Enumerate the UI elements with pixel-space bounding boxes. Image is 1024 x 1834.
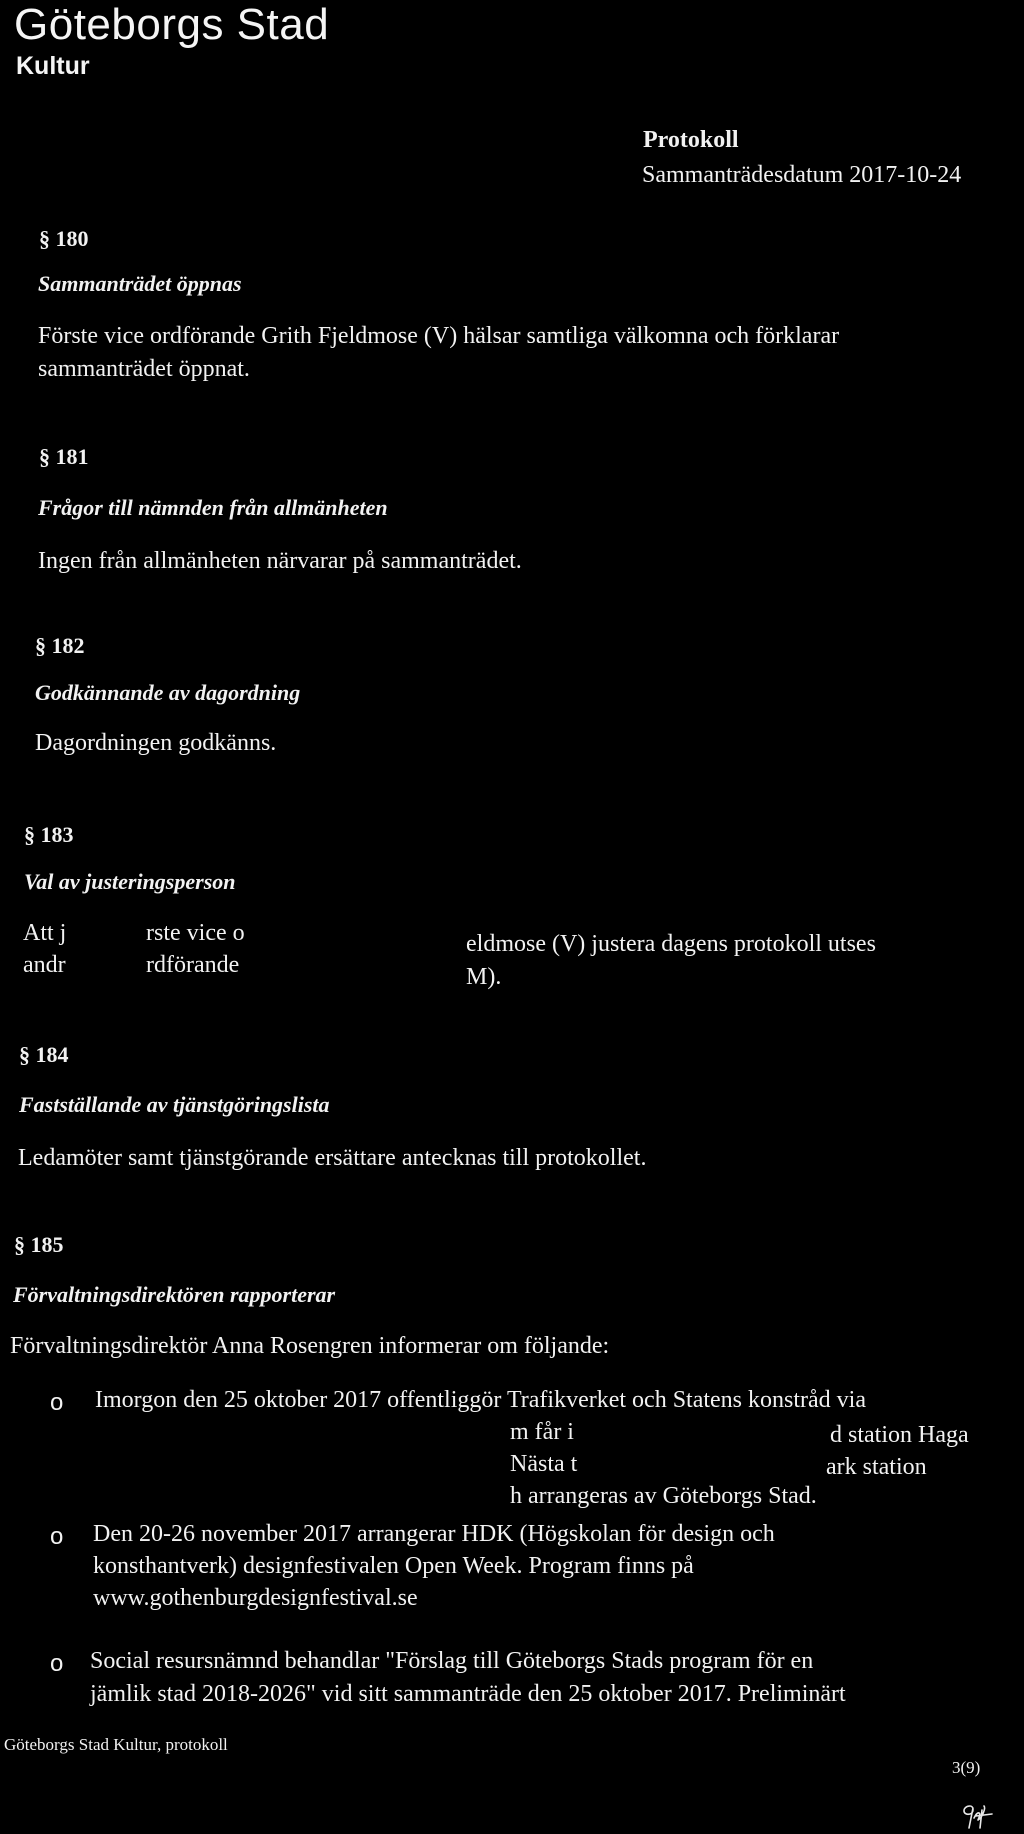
section-title: Fastställande av tjänstgöringslista <box>19 1092 330 1117</box>
section-title: Förvaltningsdirektören rapporterar <box>13 1282 336 1307</box>
text-fragment: ark station <box>826 1454 927 1480</box>
section-body-line: Förvaltningsdirektör Anna Rosengren informerar om följande: <box>10 1333 610 1359</box>
text-fragment: Nästa t <box>510 1451 578 1477</box>
bullet-line: Imorgon den 25 oktober 2017 offentliggör Trafikverket och Statens konstråd via <box>95 1387 866 1413</box>
section-number: § 180 <box>39 226 89 251</box>
organization-name: Göteborgs Stad <box>14 0 330 49</box>
bullet-marker: o <box>50 1389 64 1416</box>
section-body-line: sammanträdet öppnat. <box>38 356 250 382</box>
text-fragment: rste vice o <box>146 920 245 946</box>
bullet-marker: o <box>50 1523 64 1550</box>
section-number: § 183 <box>24 822 74 847</box>
bullet-line: konsthantverk) designfestivalen Open Week. Program finns på <box>93 1553 694 1579</box>
bullet-line: jämlik stad 2018-2026" vid sitt sammanträde den 25 oktober 2017. Preliminärt <box>90 1681 846 1707</box>
section-body-line: Dagordningen godkänns. <box>35 730 277 756</box>
section-title: Val av justeringsperson <box>24 869 236 894</box>
section-number: § 181 <box>39 444 89 469</box>
text-fragment: d station Haga <box>830 1422 969 1448</box>
page-number: 3(9) <box>952 1758 981 1777</box>
section-number: § 184 <box>19 1042 69 1067</box>
text-fragment: m får i <box>510 1419 574 1445</box>
text-fragment: h arrangeras av Göteborgs Stad. <box>510 1483 817 1509</box>
text-fragment: Att j <box>23 920 67 946</box>
footer-document-name: Göteborgs Stad Kultur, protokoll <box>4 1735 228 1754</box>
organization-unit: Kultur <box>16 52 90 80</box>
text-fragment: rdförande <box>146 952 240 978</box>
section-title: Sammanträdet öppnas <box>38 271 242 296</box>
text-fragment: andr <box>23 952 66 978</box>
section-title: Frågor till nämnden från allmänheten <box>38 495 388 520</box>
section-body-line: Förste vice ordförande Grith Fjeldmose (V) hälsar samtliga välkomna och förklarar <box>38 323 840 349</box>
text-fragment: M). <box>466 964 502 990</box>
bullet-line: Social resursnämnd behandlar "Förslag till Göteborgs Stads program för en <box>90 1648 814 1674</box>
bullet-line: www.gothenburgdesignfestival.se <box>93 1585 418 1611</box>
initials-signature <box>958 1800 994 1830</box>
section-number: § 182 <box>35 633 85 658</box>
section-title: Godkännande av dagordning <box>35 680 301 705</box>
section-number: § 185 <box>14 1232 64 1257</box>
text-fragment: eldmose (V) justera dagens protokoll utses <box>466 931 876 957</box>
bullet-marker: o <box>50 1650 64 1677</box>
section-body-line: Ledamöter samt tjänstgörande ersättare antecknas till protokollet. <box>18 1145 647 1171</box>
document-type: Protokoll <box>643 127 739 153</box>
bullet-line: Den 20-26 november 2017 arrangerar HDK (Högskolan för design och <box>93 1521 775 1547</box>
meeting-date: Sammanträdesdatum 2017-10-24 <box>642 162 962 188</box>
section-body-line: Ingen från allmänheten närvarar på sammanträdet. <box>38 548 522 574</box>
